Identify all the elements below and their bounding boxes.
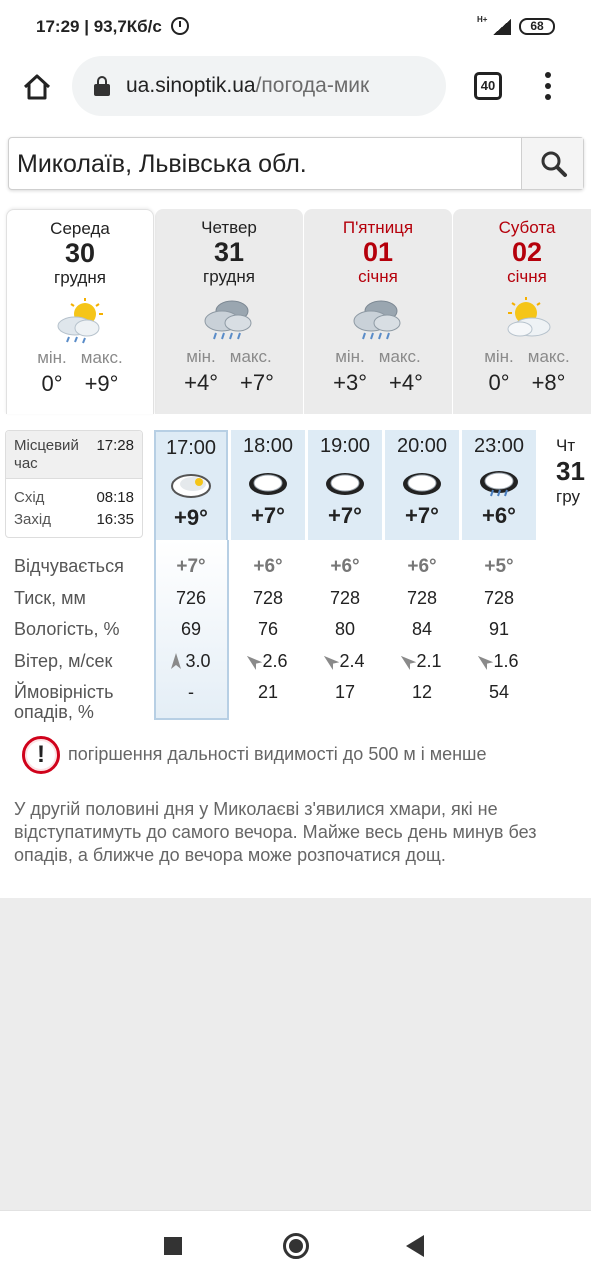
feels-value: +7° [176,556,206,577]
min-max-temps [453,370,591,396]
hour-time: 19:00 [319,435,371,457]
feels-value: +6° [253,556,283,577]
network-type: H+ [477,15,488,24]
feels-value: +6° [407,556,437,577]
feels-label: Відчувається [14,556,124,576]
pressure-row [154,582,536,614]
day-name: Четвер [201,218,257,237]
wind-value: 2.1 [416,650,442,671]
feels-row [154,550,536,582]
day-month: січня [358,267,398,286]
battery-icon: 68 [519,18,555,35]
hour-time: 17:00 [165,437,217,459]
min-max-labels [453,347,591,367]
night-cloud-icon [246,466,290,498]
alarm-icon [171,17,189,35]
min-max-labels [304,347,452,367]
wind-value: 3.0 [185,650,211,671]
next-day-number: 31 [556,456,585,486]
visibility-warning [22,736,582,776]
search-icon [540,150,568,178]
hour-column [462,430,536,540]
hour-column [385,430,459,540]
lock-icon [94,76,110,96]
address-bar[interactable] [72,56,446,116]
max-label: макс. [80,348,123,367]
day-name: Середа [50,219,110,238]
pressure-label: Тиск, мм [14,587,86,608]
city-search-input[interactable]: Миколаїв, Львівська обл. [17,150,307,178]
system-nav-bar [0,1210,591,1280]
day-month: грудня [203,267,255,286]
signal-icon [477,17,511,35]
hour-time: 23:00 [473,435,525,457]
wind-row [154,645,536,677]
sunset-value: 16:35 [96,511,134,528]
pressure-value: 728 [406,587,438,608]
city-search [8,137,584,190]
min-label: мін. [335,347,365,366]
status-time: 17:29 [36,17,80,36]
humidity-value: 84 [411,619,433,639]
humidity-value: 80 [334,619,356,639]
sunrise-value: 08:18 [96,489,134,506]
day-number: 31 [213,237,245,267]
day-name: Субота [498,218,556,237]
search-button[interactable] [521,138,583,189]
min-max-labels [7,348,153,368]
min-label: мін. [484,347,514,366]
home-button[interactable] [283,1233,309,1259]
precip-label: Ймовірність опадів, % [14,682,114,722]
max-label: макс. [527,347,570,366]
min-label: мін. [186,347,216,366]
wind-value: 1.6 [493,650,519,671]
max-temp: +8° [531,370,566,395]
min-temp: 0° [41,371,63,396]
feels-value: +6° [330,556,360,577]
wind-cell [385,651,459,672]
url-path: /погода-мик [255,74,370,97]
min-temp: 0° [488,370,510,395]
hour-temp: +9° [174,505,208,530]
min-label: мін. [37,348,67,367]
wind-cell [462,651,536,672]
min-max-temps [7,371,153,397]
hour-column-current [154,430,228,540]
wind-value: 2.4 [339,650,365,671]
hour-time: 20:00 [396,435,448,457]
day-tab[interactable] [304,209,452,414]
warning-text: погіршення дальності видимості до 500 м і менше [68,744,487,764]
pressure-value: 728 [329,587,361,608]
wind-direction-icon [244,652,263,670]
humidity-value: 76 [257,619,279,639]
wind-label: Вітер, м/сек [14,650,113,671]
day-month: грудня [54,268,106,287]
precip-value: 54 [488,682,510,702]
wind-direction-icon [475,652,494,670]
status-left: 17:29 | 93,7Кб/с [36,17,189,37]
local-time-value: 17:28 [96,437,134,454]
night-cloud-rain-icon [477,466,521,498]
hour-column [231,430,305,540]
precip-value: - [188,682,194,702]
local-time-label: Місцевий час [14,437,79,472]
night-cloud-icon [323,466,367,498]
humidity-row [154,613,536,645]
max-label: макс. [229,347,272,366]
day-tab[interactable] [453,209,591,414]
sun-cloud-icon [496,295,558,347]
pressure-value: 726 [175,587,207,608]
max-label: макс. [378,347,421,366]
back-button[interactable] [406,1235,424,1257]
night-cloud-icon [400,466,444,498]
signal-bars-icon [493,19,511,35]
min-max-temps [155,370,303,396]
day-number: 02 [511,237,543,267]
home-icon[interactable] [22,72,52,102]
day-tabs [0,209,591,414]
tab-switcher-button[interactable]: 40 [474,72,502,100]
hour-temp: +6° [482,503,516,528]
wind-cell [154,651,228,672]
day-name: П'ятниця [342,218,414,237]
min-max-temps [304,370,452,396]
min-max-labels [155,347,303,367]
hour-temp: +7° [328,503,362,528]
max-temp: +9° [84,371,119,396]
forecast-description: У другій половині дня у Миколаєві з'явилися хмари, які не відступатимуть до самого вечора. Майже весь день минув без опадів, а ближче до вечора може розпочатися дощ. [14,799,537,865]
sunrise-label: Схід [14,489,45,506]
day-number: 01 [362,237,394,267]
status-speed: 93,7Кб/с [93,17,162,36]
humidity-label: Вологість, % [14,619,120,639]
evening-cloud-icon [169,468,213,500]
sun-info-box [5,430,143,538]
precip-row [154,676,536,708]
max-temp: +7° [240,370,274,395]
precip-value: 12 [411,682,433,702]
hour-column [308,430,382,540]
wind-direction-icon [398,652,417,670]
partly-cloudy-rain-icon [49,296,111,348]
min-temp: +3° [333,370,367,395]
more-menu-icon[interactable] [540,70,556,102]
hour-temp: +7° [251,503,285,528]
url-host: ua.sinoptik.ua [126,74,256,97]
warning-icon: ! [22,736,60,774]
wind-direction-icon [321,652,340,670]
recents-button[interactable] [164,1237,182,1255]
wind-direction-icon [171,653,181,669]
min-temp: +4° [184,370,218,395]
status-right [477,17,555,35]
wind-cell [231,651,305,672]
pressure-value: 728 [252,587,284,608]
feels-value: +5° [484,556,514,577]
wind-value: 2.6 [262,650,288,671]
sunset-label: Захід [14,511,51,528]
humidity-value: 69 [180,619,202,639]
hour-time: 18:00 [242,435,294,457]
day-month: січня [507,267,547,286]
pressure-value: 728 [483,587,515,608]
day-tab[interactable] [6,209,154,414]
status-bar [0,0,591,54]
next-day-peek[interactable] [556,430,591,507]
precip-value: 21 [257,682,279,702]
day-number: 30 [64,238,96,268]
day-tab[interactable] [155,209,303,414]
wind-cell [308,651,382,672]
humidity-value: 91 [488,619,510,639]
hourly-details [0,414,591,898]
page-content [0,126,591,898]
cloud-rain-icon [347,295,409,347]
hour-temp: +7° [405,503,439,528]
cloud-rain-icon [198,295,260,347]
row-labels [14,550,154,724]
max-temp: +4° [389,370,423,395]
next-day-month: гру [556,487,580,506]
browser-toolbar [0,54,591,126]
precip-value: 17 [334,682,356,702]
next-day-name: Чт [556,436,576,455]
